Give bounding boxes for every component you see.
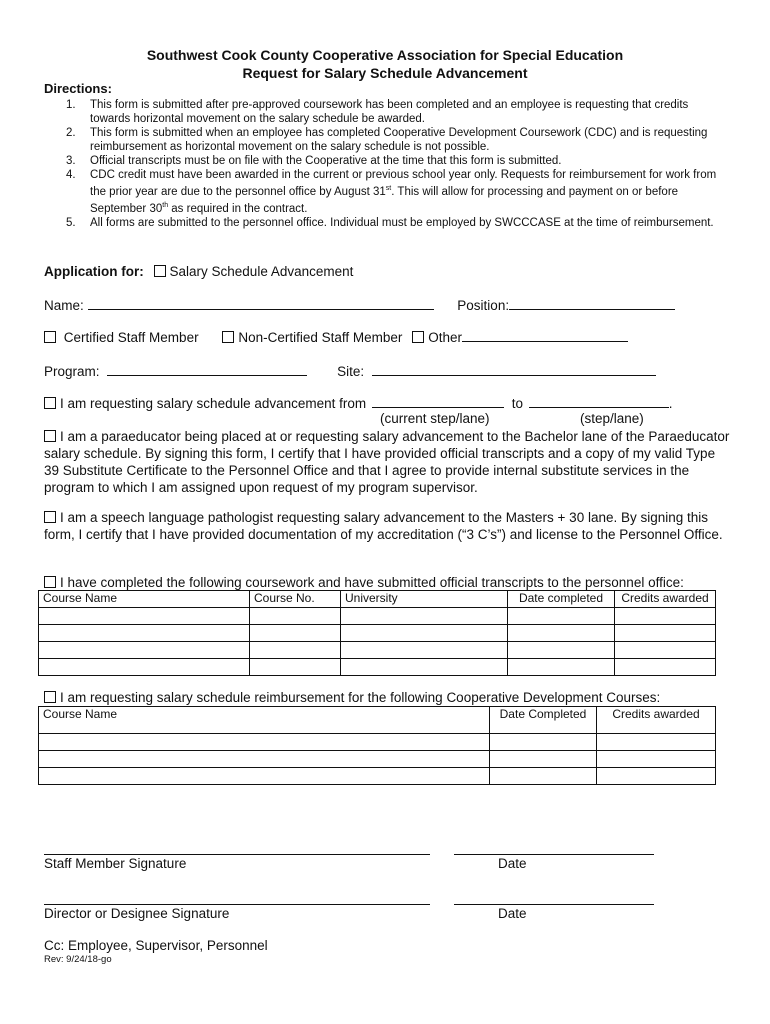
slp-text: I am a speech language pathologist requesting salary advancement to the Masters + 30 lane. By signing this form, I certify that I have provided documentation of my accreditation (“3 C’s”) and license to the Personnel Office. [44,510,723,542]
direction-item: 3. Official transcripts must be on file with the Cooperative at the time that this form is submitted. [66,155,562,167]
table-header-row [39,591,716,608]
staff-date-line[interactable] [454,854,654,855]
direction-item: 2. This form is submitted when an employee has completed Cooperative Development Coursework (CDC) and is requesting reimbursement as horizontal movement on the salary schedule is not possible. [66,127,708,153]
position-field[interactable] [509,297,675,310]
name-row [44,297,675,313]
current-step-field[interactable] [372,395,504,408]
advancement-checkbox[interactable] [44,397,56,409]
staff-signature-line[interactable] [44,854,430,855]
table-header: Course Name [39,591,250,608]
form-title-line2: Request for Salary Schedule Advancement [242,65,528,81]
table-row[interactable] [39,751,716,768]
non-certified-label: Non-Certified Staff Member [238,330,403,345]
director-date-line[interactable] [454,904,654,905]
table-row[interactable] [39,608,716,625]
coursework-checkbox[interactable] [44,576,56,588]
slp-statement [44,509,730,543]
table-header: Course No. [250,591,341,608]
coursework-table [38,590,716,676]
cdc-text: I am requesting salary schedule reimbursement for the following Cooperative Development Courses: [60,690,661,705]
table-row[interactable] [39,659,716,676]
non-certified-checkbox[interactable] [222,331,234,343]
cdc-statement [44,690,660,705]
coursework-text: I have completed the following coursework and have submitted official transcripts to the personnel office: [60,575,684,590]
cc-line: Cc: Employee, Supervisor, Personnel [44,938,268,953]
director-signature-line[interactable] [44,904,430,905]
table-row[interactable] [39,642,716,659]
site-label: Site: [337,364,365,379]
other-label: Other [428,330,462,345]
application-for-row [44,264,353,279]
table-row[interactable] [39,625,716,642]
direction-item: 4. CDC credit must have been awarded in the current or previous school year only. Requests for reimbursement for work from the prior year are due to the personnel office by August 31st. This will allow for processing and payment on or before September 30th as required in the contract. [66,169,717,215]
table-header: Date Completed [490,707,597,734]
table-header: Date completed [508,591,615,608]
coursework-statement [44,575,684,590]
staff-type-row [44,329,628,345]
program-field[interactable] [107,363,307,376]
table-header: Course Name [39,707,490,734]
form-title-line1: Southwest Cook County Cooperative Association for Special Education [146,47,624,63]
director-date-label: Date [498,906,527,921]
paraeducator-text: I am a paraeducator being placed at or requesting salary advancement to the Bachelor lane of the Paraeducator salary schedule. By signing this form, I certify that I have provided official transcripts and a copy of my valid Type 39 Substitute Certificate to the Personnel Office and that I agree to provide internal substitute services in the program to which I am assigned upon request of my program supervisor. [44,429,730,495]
directions-list [48,98,728,230]
site-field[interactable] [372,363,656,376]
directions-heading: Directions: [44,81,112,96]
other-field[interactable] [462,329,628,342]
program-row [44,363,656,379]
name-field[interactable] [88,297,434,310]
position-label: Position: [457,298,510,313]
other-checkbox[interactable] [412,331,424,343]
slp-checkbox[interactable] [44,511,56,523]
cdc-table [38,706,716,785]
current-step-caption: (current step/lane) [380,411,490,426]
paraeducator-statement [44,428,730,496]
target-step-caption: (step/lane) [580,411,644,426]
revision-note: Rev: 9/24/18-go [44,954,112,965]
table-row[interactable] [39,768,716,785]
table-header-row [39,707,716,734]
direction-item: 5. All forms are submitted to the personnel office. Individual must be employed by SWCCCASE at the time of reimbursement. [66,216,714,229]
table-header: University [341,591,508,608]
table-header: Credits awarded [615,591,716,608]
cdc-checkbox[interactable] [44,691,56,703]
staff-signature-label: Staff Member Signature [44,856,187,871]
paraeducator-checkbox[interactable] [44,430,56,442]
staff-date-label: Date [498,856,527,871]
certified-checkbox[interactable] [44,331,56,343]
table-header: Credits awarded [597,707,716,734]
direction-item: 1. This form is submitted after pre-approved coursework has been completed and an employee is requesting that credits towards horizontal movement on the salary schedule be awarded. [66,99,689,125]
salary-advancement-checkbox[interactable] [154,265,166,277]
advancement-text: I am requesting salary schedule advancement from [60,396,367,411]
name-label: Name: [44,298,84,313]
advancement-row: I am requesting salary schedule advancement from to . [44,395,672,411]
salary-advancement-label: Salary Schedule Advancement [169,264,354,279]
director-signature-label: Director or Designee Signature [44,906,230,921]
program-label: Program: [44,364,100,379]
target-step-field[interactable] [529,395,669,408]
to-label: to [511,396,523,411]
application-for-label: Application for: [44,264,144,279]
table-row[interactable] [39,734,716,751]
certified-label: Certified Staff Member [63,330,199,345]
